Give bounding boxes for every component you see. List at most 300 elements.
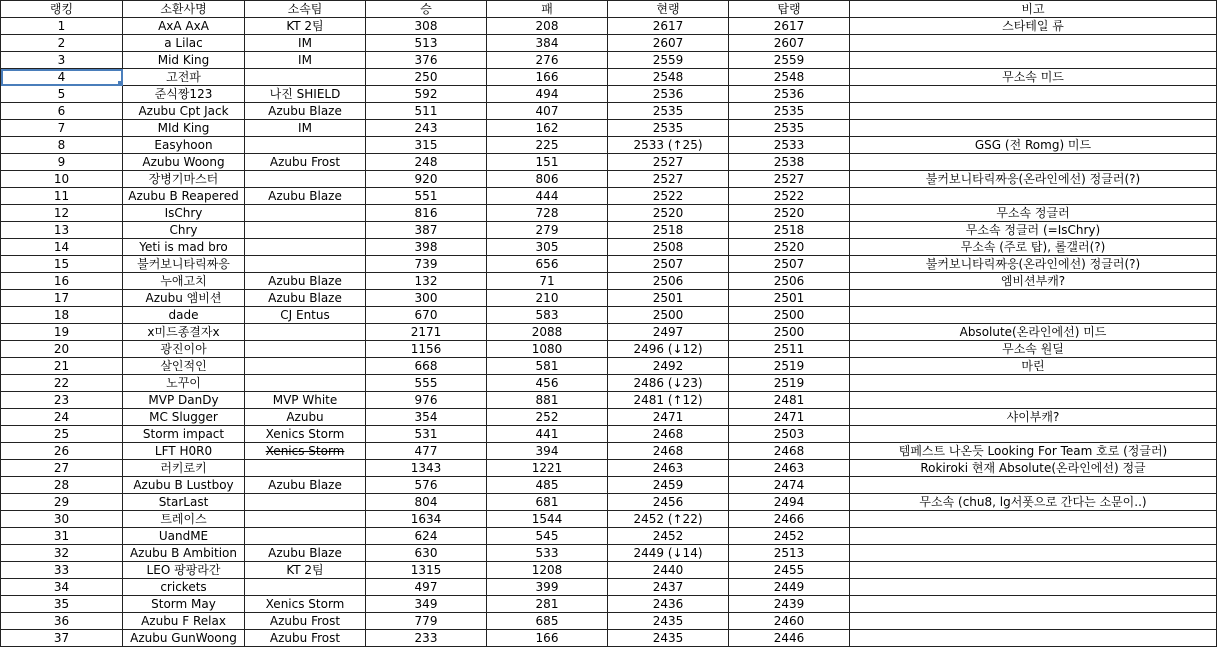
cell-rank[interactable]: 37 <box>1 630 123 647</box>
cell-rank[interactable]: 5 <box>1 86 123 103</box>
cell-team[interactable] <box>245 579 366 596</box>
cell-wins[interactable]: 376 <box>366 52 487 69</box>
cell-team[interactable] <box>245 171 366 188</box>
cell-wins[interactable]: 497 <box>366 579 487 596</box>
cell-current-rating[interactable]: 2437 <box>608 579 729 596</box>
cell-top-rating[interactable]: 2481 <box>729 392 850 409</box>
cell-current-rating[interactable]: 2435 <box>608 630 729 647</box>
cell-losses[interactable]: 71 <box>487 273 608 290</box>
cell-current-rating[interactable]: 2440 <box>608 562 729 579</box>
cell-wins[interactable]: 920 <box>366 171 487 188</box>
cell-losses[interactable]: 279 <box>487 222 608 239</box>
cell-note[interactable]: Absolute(온라인에선) 미드 <box>850 324 1217 341</box>
cell-wins[interactable]: 315 <box>366 137 487 154</box>
cell-summoner-name[interactable]: x미드종결자x <box>123 324 245 341</box>
cell-rank-selected[interactable]: 4 <box>1 69 123 86</box>
cell-current-rating[interactable]: 2535 <box>608 103 729 120</box>
cell-losses[interactable]: 881 <box>487 392 608 409</box>
cell-summoner-name[interactable]: Mid King <box>123 52 245 69</box>
cell-rank[interactable]: 31 <box>1 528 123 545</box>
cell-top-rating[interactable]: 2533 <box>729 137 850 154</box>
cell-current-rating[interactable]: 2522 <box>608 188 729 205</box>
cell-wins[interactable]: 816 <box>366 205 487 222</box>
cell-losses[interactable]: 441 <box>487 426 608 443</box>
cell-summoner-name[interactable]: 노꾸이 <box>123 375 245 392</box>
cell-team[interactable] <box>245 528 366 545</box>
cell-losses[interactable]: 225 <box>487 137 608 154</box>
cell-summoner-name[interactable]: Yeti is mad bro <box>123 239 245 256</box>
cell-note[interactable]: 무소속 (주로 탑), 롤갤러(?) <box>850 239 1217 256</box>
cell-team[interactable]: Azubu Blaze <box>245 188 366 205</box>
cell-wins[interactable]: 668 <box>366 358 487 375</box>
cell-team[interactable]: Azubu Blaze <box>245 545 366 562</box>
cell-summoner-name[interactable]: 장병기마스터 <box>123 171 245 188</box>
cell-note[interactable] <box>850 528 1217 545</box>
cell-note[interactable]: 무소속 원딜 <box>850 341 1217 358</box>
cell-rank[interactable]: 16 <box>1 273 123 290</box>
cell-summoner-name[interactable]: StarLast <box>123 494 245 511</box>
cell-top-rating[interactable]: 2559 <box>729 52 850 69</box>
cell-note[interactable]: Rokiroki 현재 Absolute(온라인에선) 정글 <box>850 460 1217 477</box>
cell-summoner-name[interactable]: Azubu B Ambition <box>123 545 245 562</box>
cell-top-rating[interactable]: 2503 <box>729 426 850 443</box>
cell-summoner-name[interactable]: Easyhoon <box>123 137 245 154</box>
cell-rank[interactable]: 15 <box>1 256 123 273</box>
cell-top-rating[interactable]: 2474 <box>729 477 850 494</box>
cell-rank[interactable]: 21 <box>1 358 123 375</box>
cell-team[interactable] <box>245 494 366 511</box>
cell-summoner-name[interactable]: 살인적인 <box>123 358 245 375</box>
cell-losses[interactable]: 456 <box>487 375 608 392</box>
cell-top-rating[interactable]: 2501 <box>729 290 850 307</box>
cell-wins[interactable]: 531 <box>366 426 487 443</box>
cell-note[interactable] <box>850 375 1217 392</box>
cell-top-rating[interactable]: 2511 <box>729 341 850 358</box>
cell-team[interactable] <box>245 256 366 273</box>
cell-note[interactable]: 불커보니타릭짜응(온라인에선) 정글러(?) <box>850 256 1217 273</box>
cell-summoner-name[interactable]: 준식짱123 <box>123 86 245 103</box>
cell-rank[interactable]: 20 <box>1 341 123 358</box>
cell-note[interactable] <box>850 545 1217 562</box>
cell-rank[interactable]: 34 <box>1 579 123 596</box>
cell-wins[interactable]: 739 <box>366 256 487 273</box>
cell-current-rating[interactable]: 2492 <box>608 358 729 375</box>
cell-top-rating[interactable]: 2535 <box>729 103 850 120</box>
cell-top-rating[interactable]: 2607 <box>729 35 850 52</box>
cell-summoner-name[interactable]: LFT H0R0 <box>123 443 245 460</box>
cell-note[interactable]: 무소속 정글러 (=IsChry) <box>850 222 1217 239</box>
cell-losses[interactable]: 1208 <box>487 562 608 579</box>
cell-team[interactable]: Azubu Frost <box>245 154 366 171</box>
cell-team[interactable]: Azubu <box>245 409 366 426</box>
cell-note[interactable] <box>850 188 1217 205</box>
cell-team[interactable]: IM <box>245 35 366 52</box>
cell-wins[interactable]: 576 <box>366 477 487 494</box>
cell-summoner-name[interactable]: Azubu GunWoong <box>123 630 245 647</box>
cell-top-rating[interactable]: 2439 <box>729 596 850 613</box>
cell-top-rating[interactable]: 2494 <box>729 494 850 511</box>
cell-note[interactable] <box>850 307 1217 324</box>
cell-top-rating[interactable]: 2446 <box>729 630 850 647</box>
cell-top-rating[interactable]: 2500 <box>729 324 850 341</box>
cell-rank[interactable]: 11 <box>1 188 123 205</box>
cell-summoner-name[interactable]: Azubu F Relax <box>123 613 245 630</box>
cell-note[interactable]: 템페스트 나온듯 Looking For Team 호로 (정글러) <box>850 443 1217 460</box>
cell-team[interactable]: MVP White <box>245 392 366 409</box>
cell-current-rating[interactable]: 2501 <box>608 290 729 307</box>
cell-current-rating[interactable]: 2527 <box>608 171 729 188</box>
cell-summoner-name[interactable]: 트레이스 <box>123 511 245 528</box>
header-wins[interactable]: 승 <box>366 1 487 18</box>
cell-top-rating[interactable]: 2506 <box>729 273 850 290</box>
cell-team[interactable]: CJ Entus <box>245 307 366 324</box>
cell-losses[interactable]: 494 <box>487 86 608 103</box>
cell-summoner-name[interactable]: 누애고치 <box>123 273 245 290</box>
cell-note[interactable] <box>850 630 1217 647</box>
cell-top-rating[interactable]: 2538 <box>729 154 850 171</box>
cell-current-rating[interactable]: 2463 <box>608 460 729 477</box>
cell-team[interactable] <box>245 222 366 239</box>
cell-team[interactable] <box>245 460 366 477</box>
cell-note[interactable] <box>850 35 1217 52</box>
cell-current-rating[interactable]: 2456 <box>608 494 729 511</box>
cell-team[interactable] <box>245 375 366 392</box>
cell-losses[interactable]: 166 <box>487 630 608 647</box>
cell-losses[interactable]: 583 <box>487 307 608 324</box>
cell-losses[interactable]: 806 <box>487 171 608 188</box>
cell-note[interactable] <box>850 52 1217 69</box>
cell-summoner-name[interactable]: Azubu 엠비션 <box>123 290 245 307</box>
cell-wins[interactable]: 250 <box>366 69 487 86</box>
cell-top-rating[interactable]: 2468 <box>729 443 850 460</box>
cell-team[interactable]: Azubu Frost <box>245 613 366 630</box>
cell-losses[interactable]: 545 <box>487 528 608 545</box>
cell-losses[interactable]: 1544 <box>487 511 608 528</box>
cell-team[interactable] <box>245 341 366 358</box>
cell-team[interactable]: IM <box>245 52 366 69</box>
cell-top-rating[interactable]: 2527 <box>729 171 850 188</box>
cell-team[interactable]: Xenics Storm <box>245 426 366 443</box>
cell-rank[interactable]: 35 <box>1 596 123 613</box>
cell-top-rating[interactable]: 2548 <box>729 69 850 86</box>
cell-team[interactable]: Azubu Blaze <box>245 273 366 290</box>
cell-team[interactable]: Azubu Blaze <box>245 290 366 307</box>
cell-wins[interactable]: 300 <box>366 290 487 307</box>
cell-summoner-name[interactable]: UandME <box>123 528 245 545</box>
cell-team[interactable] <box>245 324 366 341</box>
cell-top-rating[interactable]: 2519 <box>729 358 850 375</box>
cell-team[interactable]: Azubu Frost <box>245 630 366 647</box>
cell-wins[interactable]: 248 <box>366 154 487 171</box>
cell-top-rating[interactable]: 2617 <box>729 18 850 35</box>
cell-rank[interactable]: 1 <box>1 18 123 35</box>
cell-wins[interactable]: 1156 <box>366 341 487 358</box>
cell-note[interactable] <box>850 579 1217 596</box>
cell-top-rating[interactable]: 2466 <box>729 511 850 528</box>
cell-current-rating[interactable]: 2435 <box>608 613 729 630</box>
cell-top-rating[interactable]: 2463 <box>729 460 850 477</box>
cell-current-rating[interactable]: 2452 <box>608 528 729 545</box>
cell-top-rating[interactable]: 2522 <box>729 188 850 205</box>
header-team[interactable]: 소속팀 <box>245 1 366 18</box>
cell-note[interactable]: 스타테일 류 <box>850 18 1217 35</box>
cell-current-rating[interactable]: 2471 <box>608 409 729 426</box>
cell-top-rating[interactable]: 2535 <box>729 120 850 137</box>
cell-note[interactable]: 마린 <box>850 358 1217 375</box>
header-current-rating[interactable]: 현랭 <box>608 1 729 18</box>
cell-team[interactable] <box>245 358 366 375</box>
cell-top-rating[interactable]: 2452 <box>729 528 850 545</box>
cell-summoner-name[interactable]: 불커보니타릭짜응 <box>123 256 245 273</box>
cell-wins[interactable]: 477 <box>366 443 487 460</box>
cell-losses[interactable]: 162 <box>487 120 608 137</box>
cell-rank[interactable]: 3 <box>1 52 123 69</box>
cell-summoner-name[interactable]: 고전파 <box>123 69 245 86</box>
cell-rank[interactable]: 7 <box>1 120 123 137</box>
cell-team[interactable]: Xenics Storm <box>245 443 366 460</box>
cell-wins[interactable]: 513 <box>366 35 487 52</box>
cell-summoner-name[interactable]: AxA AxA <box>123 18 245 35</box>
cell-rank[interactable]: 24 <box>1 409 123 426</box>
cell-note[interactable] <box>850 426 1217 443</box>
cell-wins[interactable]: 243 <box>366 120 487 137</box>
cell-current-rating[interactable]: 2459 <box>608 477 729 494</box>
cell-losses[interactable]: 444 <box>487 188 608 205</box>
cell-summoner-name[interactable]: Storm impact <box>123 426 245 443</box>
cell-summoner-name[interactable]: a Lilac <box>123 35 245 52</box>
cell-losses[interactable]: 208 <box>487 18 608 35</box>
cell-losses[interactable]: 2088 <box>487 324 608 341</box>
cell-rank[interactable]: 36 <box>1 613 123 630</box>
cell-summoner-name[interactable]: Azubu B Reapered <box>123 188 245 205</box>
cell-summoner-name[interactable]: 러키로키 <box>123 460 245 477</box>
cell-current-rating[interactable]: 2481 (↑12) <box>608 392 729 409</box>
cell-current-rating[interactable]: 2500 <box>608 307 729 324</box>
cell-losses[interactable]: 1080 <box>487 341 608 358</box>
cell-rank[interactable]: 19 <box>1 324 123 341</box>
cell-rank[interactable]: 29 <box>1 494 123 511</box>
cell-top-rating[interactable]: 2500 <box>729 307 850 324</box>
cell-current-rating[interactable]: 2518 <box>608 222 729 239</box>
cell-wins[interactable]: 555 <box>366 375 487 392</box>
cell-rank[interactable]: 8 <box>1 137 123 154</box>
cell-wins[interactable]: 804 <box>366 494 487 511</box>
selection-fill-handle[interactable] <box>118 81 123 86</box>
cell-team[interactable] <box>245 239 366 256</box>
cell-current-rating[interactable]: 2507 <box>608 256 729 273</box>
cell-wins[interactable]: 624 <box>366 528 487 545</box>
cell-note[interactable]: 엠비션부캐? <box>850 273 1217 290</box>
cell-team[interactable] <box>245 205 366 222</box>
cell-rank[interactable]: 32 <box>1 545 123 562</box>
cell-losses[interactable]: 485 <box>487 477 608 494</box>
cell-current-rating[interactable]: 2449 (↓14) <box>608 545 729 562</box>
cell-note[interactable] <box>850 392 1217 409</box>
cell-summoner-name[interactable]: Azubu Cpt Jack <box>123 103 245 120</box>
cell-wins[interactable]: 592 <box>366 86 487 103</box>
cell-rank[interactable]: 9 <box>1 154 123 171</box>
cell-wins[interactable]: 387 <box>366 222 487 239</box>
cell-current-rating[interactable]: 2617 <box>608 18 729 35</box>
cell-note[interactable] <box>850 154 1217 171</box>
cell-current-rating[interactable]: 2536 <box>608 86 729 103</box>
cell-summoner-name[interactable]: MC Slugger <box>123 409 245 426</box>
cell-rank[interactable]: 17 <box>1 290 123 307</box>
cell-summoner-name[interactable]: Storm May <box>123 596 245 613</box>
header-note[interactable]: 비고 <box>850 1 1217 18</box>
cell-rank[interactable]: 26 <box>1 443 123 460</box>
cell-team[interactable]: Azubu Blaze <box>245 477 366 494</box>
cell-top-rating[interactable]: 2507 <box>729 256 850 273</box>
cell-rank[interactable]: 14 <box>1 239 123 256</box>
cell-note[interactable] <box>850 596 1217 613</box>
cell-losses[interactable]: 281 <box>487 596 608 613</box>
cell-current-rating[interactable]: 2508 <box>608 239 729 256</box>
cell-losses[interactable]: 399 <box>487 579 608 596</box>
cell-note[interactable] <box>850 477 1217 494</box>
cell-team[interactable] <box>245 137 366 154</box>
cell-note[interactable] <box>850 103 1217 120</box>
cell-rank[interactable]: 30 <box>1 511 123 528</box>
cell-losses[interactable]: 681 <box>487 494 608 511</box>
cell-wins[interactable]: 2171 <box>366 324 487 341</box>
cell-team[interactable] <box>245 511 366 528</box>
cell-rank[interactable]: 27 <box>1 460 123 477</box>
cell-rank[interactable]: 28 <box>1 477 123 494</box>
cell-current-rating[interactable]: 2607 <box>608 35 729 52</box>
cell-rank[interactable]: 22 <box>1 375 123 392</box>
cell-team[interactable]: Azubu Blaze <box>245 103 366 120</box>
cell-summoner-name[interactable]: MVP DanDy <box>123 392 245 409</box>
cell-rank[interactable]: 2 <box>1 35 123 52</box>
cell-note[interactable] <box>850 120 1217 137</box>
cell-wins[interactable]: 354 <box>366 409 487 426</box>
cell-summoner-name[interactable]: MId King <box>123 120 245 137</box>
cell-wins[interactable]: 511 <box>366 103 487 120</box>
cell-wins[interactable]: 630 <box>366 545 487 562</box>
cell-top-rating[interactable]: 2513 <box>729 545 850 562</box>
cell-wins[interactable]: 398 <box>366 239 487 256</box>
cell-top-rating[interactable]: 2471 <box>729 409 850 426</box>
cell-wins[interactable]: 308 <box>366 18 487 35</box>
cell-team[interactable]: KT 2팀 <box>245 18 366 35</box>
cell-losses[interactable]: 166 <box>487 69 608 86</box>
cell-losses[interactable]: 728 <box>487 205 608 222</box>
cell-note[interactable]: 무소속 미드 <box>850 69 1217 86</box>
cell-note[interactable]: 샤이부캐? <box>850 409 1217 426</box>
cell-summoner-name[interactable]: Azubu Woong <box>123 154 245 171</box>
cell-top-rating[interactable]: 2519 <box>729 375 850 392</box>
cell-top-rating[interactable]: 2536 <box>729 86 850 103</box>
cell-top-rating[interactable]: 2520 <box>729 239 850 256</box>
cell-rank[interactable]: 12 <box>1 205 123 222</box>
cell-losses[interactable]: 533 <box>487 545 608 562</box>
cell-losses[interactable]: 151 <box>487 154 608 171</box>
cell-team[interactable] <box>245 69 366 86</box>
cell-summoner-name[interactable]: Chry <box>123 222 245 239</box>
cell-rank[interactable]: 18 <box>1 307 123 324</box>
cell-wins[interactable]: 349 <box>366 596 487 613</box>
cell-note[interactable] <box>850 562 1217 579</box>
cell-current-rating[interactable]: 2497 <box>608 324 729 341</box>
cell-rank[interactable]: 23 <box>1 392 123 409</box>
cell-wins[interactable]: 779 <box>366 613 487 630</box>
cell-losses[interactable]: 685 <box>487 613 608 630</box>
cell-summoner-name[interactable]: Azubu B Lustboy <box>123 477 245 494</box>
header-rank[interactable]: 랭킹 <box>1 1 123 18</box>
cell-current-rating[interactable]: 2535 <box>608 120 729 137</box>
cell-team[interactable]: Xenics Storm <box>245 596 366 613</box>
cell-rank[interactable]: 25 <box>1 426 123 443</box>
cell-losses[interactable]: 407 <box>487 103 608 120</box>
cell-losses[interactable]: 581 <box>487 358 608 375</box>
cell-top-rating[interactable]: 2455 <box>729 562 850 579</box>
cell-top-rating[interactable]: 2449 <box>729 579 850 596</box>
cell-current-rating[interactable]: 2527 <box>608 154 729 171</box>
cell-note[interactable] <box>850 290 1217 307</box>
cell-losses[interactable]: 1221 <box>487 460 608 477</box>
cell-team[interactable]: 나진 SHIELD <box>245 86 366 103</box>
cell-wins[interactable]: 551 <box>366 188 487 205</box>
cell-current-rating[interactable]: 2559 <box>608 52 729 69</box>
cell-note[interactable] <box>850 86 1217 103</box>
cell-note[interactable]: 무소속 (chu8, lg서폿으로 간다는 소문이..) <box>850 494 1217 511</box>
header-losses[interactable]: 패 <box>487 1 608 18</box>
cell-note[interactable] <box>850 511 1217 528</box>
cell-summoner-name[interactable]: 광진이아 <box>123 341 245 358</box>
cell-current-rating[interactable]: 2520 <box>608 205 729 222</box>
cell-rank[interactable]: 6 <box>1 103 123 120</box>
cell-current-rating[interactable]: 2548 <box>608 69 729 86</box>
header-top-rating[interactable]: 탑랭 <box>729 1 850 18</box>
cell-current-rating[interactable]: 2468 <box>608 426 729 443</box>
cell-rank[interactable]: 33 <box>1 562 123 579</box>
cell-losses[interactable]: 384 <box>487 35 608 52</box>
cell-losses[interactable]: 656 <box>487 256 608 273</box>
cell-current-rating[interactable]: 2452 (↑22) <box>608 511 729 528</box>
cell-wins[interactable]: 233 <box>366 630 487 647</box>
header-summoner-name[interactable]: 소환사명 <box>123 1 245 18</box>
cell-wins[interactable]: 976 <box>366 392 487 409</box>
cell-current-rating[interactable]: 2486 (↓23) <box>608 375 729 392</box>
cell-current-rating[interactable]: 2533 (↑25) <box>608 137 729 154</box>
cell-rank[interactable]: 10 <box>1 171 123 188</box>
cell-team[interactable]: KT 2팀 <box>245 562 366 579</box>
cell-losses[interactable]: 276 <box>487 52 608 69</box>
cell-wins[interactable]: 1343 <box>366 460 487 477</box>
cell-losses[interactable]: 305 <box>487 239 608 256</box>
cell-wins[interactable]: 132 <box>366 273 487 290</box>
cell-top-rating[interactable]: 2520 <box>729 205 850 222</box>
cell-wins[interactable]: 1634 <box>366 511 487 528</box>
cell-top-rating[interactable]: 2460 <box>729 613 850 630</box>
cell-note[interactable]: 불커보니타릭짜응(온라인에선) 정글러(?) <box>850 171 1217 188</box>
cell-current-rating[interactable]: 2468 <box>608 443 729 460</box>
cell-losses[interactable]: 394 <box>487 443 608 460</box>
cell-losses[interactable]: 252 <box>487 409 608 426</box>
cell-rank[interactable]: 13 <box>1 222 123 239</box>
cell-summoner-name[interactable]: LEO 팡팡라간 <box>123 562 245 579</box>
cell-current-rating[interactable]: 2506 <box>608 273 729 290</box>
cell-wins[interactable]: 1315 <box>366 562 487 579</box>
cell-note[interactable]: GSG (전 Romg) 미드 <box>850 137 1217 154</box>
cell-summoner-name[interactable]: dade <box>123 307 245 324</box>
cell-summoner-name[interactable]: IsChry <box>123 205 245 222</box>
cell-team[interactable]: IM <box>245 120 366 137</box>
cell-summoner-name[interactable]: crickets <box>123 579 245 596</box>
cell-wins[interactable]: 670 <box>366 307 487 324</box>
cell-note[interactable] <box>850 613 1217 630</box>
